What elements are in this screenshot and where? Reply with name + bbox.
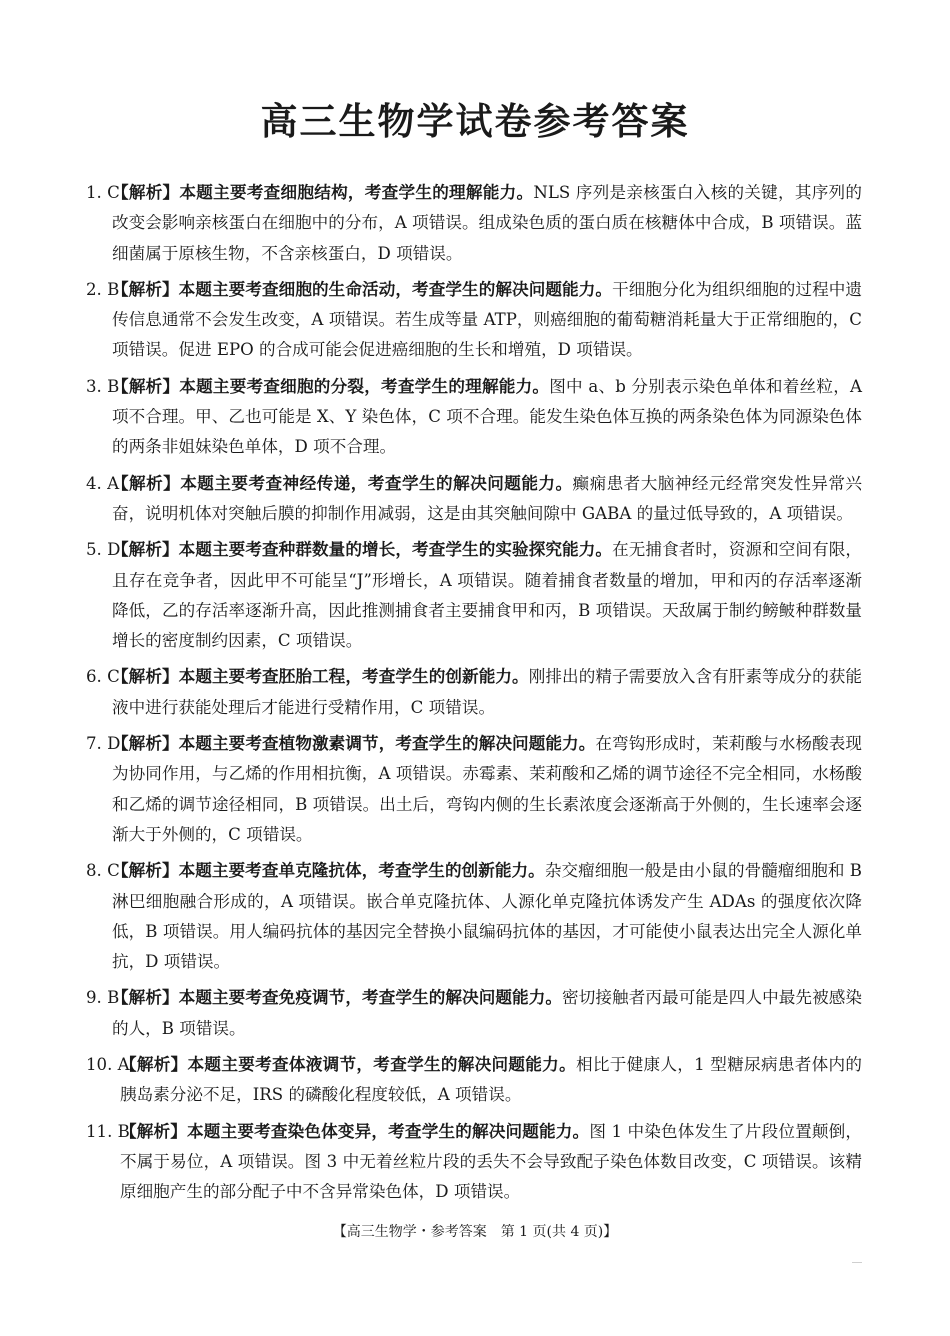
answer-item-6 [86,662,862,723]
page-footer: 【高三生物学・参考答案 第 1 页(共 4 页)】 [332,1224,618,1240]
answer-analysis-lead: 【解析】本题主要考查细胞结构，考查学生的理解能力。 [112,183,534,202]
answer-number: 10. A [86,1055,130,1075]
answer-analysis-body: 干细胞分化为组织细胞的过程中遗传信息通常不会发生改变，A 项错误。若生成等量 ATP，则癌细胞的葡萄糖消耗量大于正常细胞的，C 项错误。促进 EPO 的合成可能会促进癌细胞的生长和增殖，D 项错误。 [112,279,863,360]
answer-item-1 [86,178,862,269]
answer-number: 1. C [86,183,120,202]
answer-number: 11. B [86,1121,130,1141]
page-title: 高三生物学试卷参考答案 [260,100,690,143]
answer-analysis-lead: 【解析】本题主要考查免疫调节，考查学生的解决问题能力。 [112,988,563,1008]
corner-dash-mark [852,1262,862,1263]
answer-item-10 [86,1050,862,1111]
answer-analysis-lead: 【解析】本题主要考查染色体变异，考查学生的解决问题能力。 [120,1121,590,1141]
answer-analysis-lead: 【解析】本题主要考查细胞的生命活动，考查学生的解决问题能力。 [112,279,613,299]
answer-analysis-body: 在弯钩形成时，茉莉酸与水杨酸表现为协同作用，与乙烯的作用相抗衡，A 项错误。赤霉素、茉莉酸和乙烯的调节途径不完全相同，水杨酸和乙烯的调节途径相同，B 项错误。出土后，弯钩内侧的生长素浓度会逐渐高于外侧的，生长速率会逐渐大于外侧的，C 项错误。 [112,734,863,844]
answer-analysis-body: 杂交瘤细胞一般是由小鼠的骨髓瘤细胞和 B 淋巴细胞融合形成的，A 项错误。嵌合单克隆抗体、人源化单克隆抗体诱发产生 ADAs 的强度依次降低，B 项错误。用人编码抗体的基因完全替换小鼠编码抗体的基因，才可能使小鼠表达出完全人源化单抗，D 项错误。 [112,861,862,972]
answer-number: 3. B [86,376,120,396]
answer-number: 9. B [86,988,120,1008]
answer-list [86,178,862,1214]
answer-number: 2. B [86,279,120,299]
answer-number: 8. C [86,861,120,881]
answer-analysis-lead: 【解析】本题主要考查胚胎工程，考查学生的创新能力。 [112,667,529,687]
answer-analysis-body: 相比于健康人，1 型糖尿病患者体内的胰岛素分泌不足，IRS 的磷酸化程度较低，A 项错误。 [120,1055,862,1105]
answer-analysis-lead: 【解析】本题主要考查体液调节，考查学生的解决问题能力。 [120,1055,576,1075]
answer-analysis-body: 图 1 中染色体发生了片段位置颠倒，不属于易位，A 项错误。图 3 中无着丝粒片段的丢失不会导致配子染色体数目改变，C 项错误。该精原细胞产生的部分配子中不含异常染色体，D 项错误。 [120,1121,863,1202]
answer-analysis-lead: 【解析】本题主要考查神经传递，考查学生的解决问题能力。 [112,473,573,493]
answer-analysis-lead: 【解析】本题主要考查植物激素调节，考查学生的解决问题能力。 [112,734,596,754]
answer-number: 5. D [86,540,121,560]
answer-item-8 [86,856,862,977]
answer-item-5 [86,535,862,656]
answer-analysis-body: 在无捕食者时，资源和空间有限，且存在竞争者，因此甲不可能呈“J”形增长，A 项错误。随着捕食者数量的增加，甲和丙的存活率逐渐降低，乙的存活率逐渐升高，因此推测捕食者主要捕食甲和丙，B 项错误。天敌属于制约鳑鲏种群数量增长的密度制约因素，C 项错误。 [112,540,863,651]
answer-analysis-lead: 【解析】本题主要考查细胞的分裂，考查学生的理解能力。 [112,376,550,396]
answer-item-4 [86,469,862,530]
answer-item-7 [86,729,862,850]
answer-analysis-body: 图中 a、b 分别表示染色单体和着丝粒，A 项不合理。甲、乙也可能是 X、Y 染色体，C 项不合理。能发生染色体互换的两条染色体为同源染色体的两条非姐妹染色单体，D 项不合理。 [112,376,862,457]
answer-analysis-body: 密切接触者丙最可能是四人中最先被感染的人，B 项错误。 [112,988,863,1038]
answer-item-2 [86,275,862,366]
answer-number: 6. C [86,667,120,687]
answer-item-3 [86,372,862,463]
answer-analysis-lead: 【解析】本题主要考查种群数量的增长，考查学生的实验探究能力。 [112,540,613,560]
answer-analysis-body: NLS 序列是亲核蛋白入核的关键，其序列的改变会影响亲核蛋白在细胞中的分布，A 项错误。组成染色质的蛋白质在核糖体中合成，B 项错误。蓝细菌属于原核生物，不含亲核蛋白，D 项错误。 [112,183,863,263]
answer-analysis-lead: 【解析】本题主要考查单克隆抗体，考查学生的创新能力。 [112,861,545,881]
answer-analysis-body: 癫痫患者大脑神经元经常突发性异常兴奋，说明机体对突触后膜的抑制作用减弱，这是由其突触间隙中 GABA 的量过低导致的，A 项错误。 [112,473,863,523]
answer-number: 7. D [86,734,121,754]
answer-number: 4. A [86,473,120,493]
answer-item-11 [86,1117,862,1208]
answer-item-9 [86,983,862,1044]
answer-analysis-body: 刚排出的精子需要放入含有肝素等成分的获能液中进行获能处理后才能进行受精作用，C 项错误。 [112,667,863,717]
